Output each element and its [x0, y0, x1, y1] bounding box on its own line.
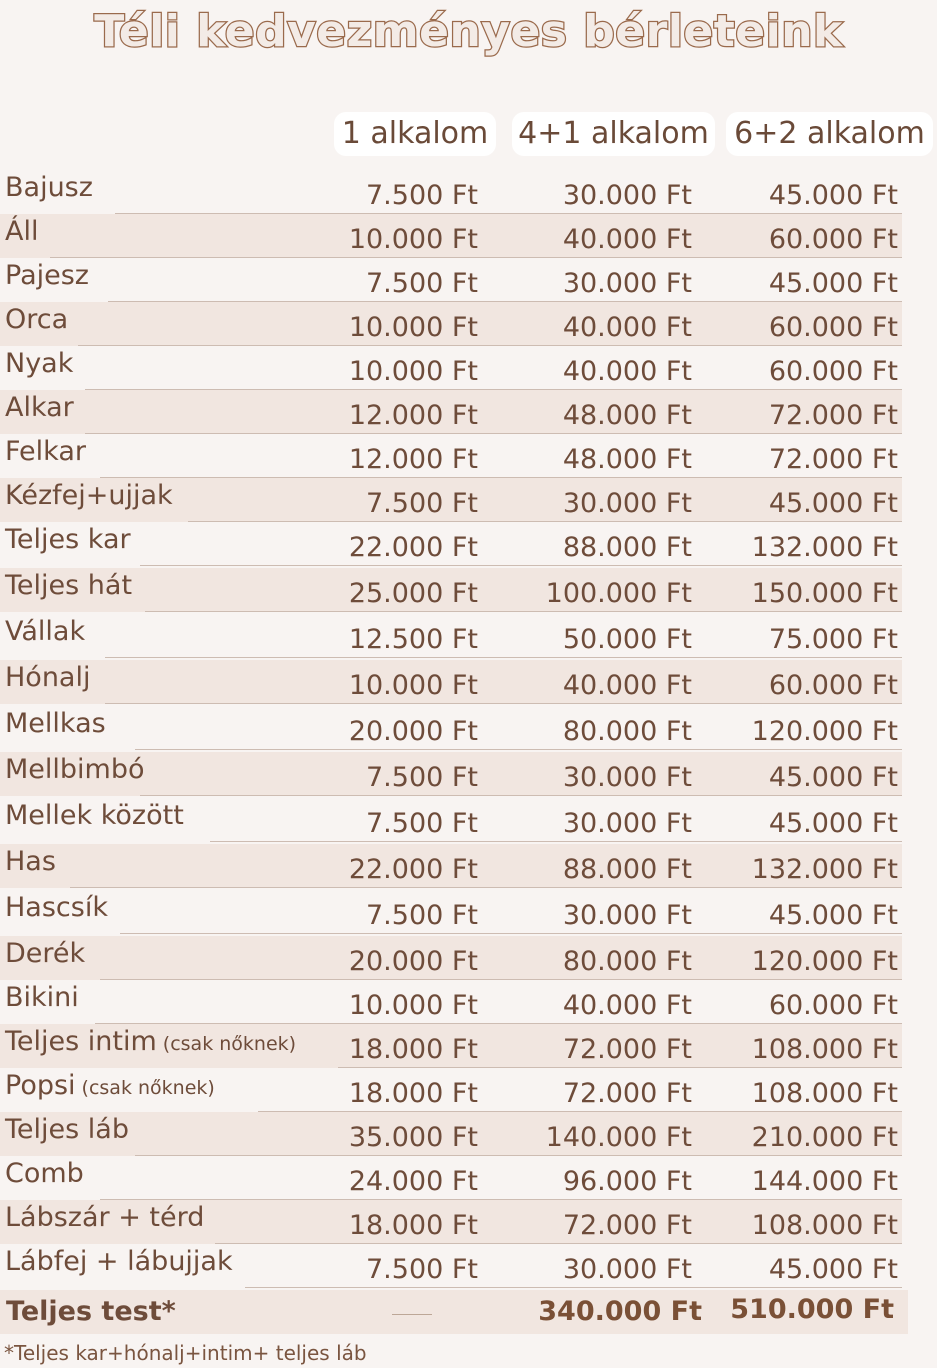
price-cell-3: 132.000 Ft	[751, 854, 898, 885]
table-row	[0, 1156, 910, 1200]
price-cell-1: 10.000 Ft	[348, 670, 478, 701]
price-cell-1: 7.500 Ft	[366, 180, 478, 211]
price-cell-3: 45.000 Ft	[768, 762, 898, 793]
row-name: Mellek között	[5, 800, 184, 831]
total-name: Teljes test*	[6, 1296, 176, 1327]
price-cell-1: 10.000 Ft	[348, 312, 478, 343]
row-note: (csak nőknek)	[81, 1077, 215, 1099]
price-cell-2: 100.000 Ft	[545, 578, 692, 609]
row-name: Orca	[5, 304, 69, 335]
price-cell-3: 108.000 Ft	[751, 1034, 898, 1065]
price-cell-3: 60.000 Ft	[768, 224, 898, 255]
row-name: Lábszár + térd	[5, 1202, 205, 1233]
row-divider	[140, 795, 902, 796]
price-cell-2: 30.000 Ft	[562, 180, 692, 211]
row-divider	[140, 565, 902, 566]
row-name: Has	[5, 846, 56, 877]
table-row	[0, 522, 910, 566]
table-row	[0, 170, 910, 214]
price-cell-1: 18.000 Ft	[348, 1210, 478, 1241]
price-cell-2: 72.000 Ft	[562, 1034, 692, 1065]
row-name: Popsi	[5, 1070, 76, 1101]
price-cell-1: 20.000 Ft	[348, 716, 478, 747]
price-cell-2: 72.000 Ft	[562, 1078, 692, 1109]
table-row	[0, 752, 910, 796]
row-divider	[120, 933, 902, 934]
table-row	[0, 1024, 910, 1068]
row-name: Nyak	[5, 348, 74, 379]
price-cell-2: 40.000 Ft	[562, 356, 692, 387]
table-row	[0, 302, 910, 346]
row-name: Teljes láb	[5, 1114, 129, 1145]
price-cell-1: 7.500 Ft	[366, 762, 478, 793]
price-cell-1: 7.500 Ft	[366, 1254, 478, 1285]
row-name: Hónalj	[5, 662, 91, 693]
page-title: Téli kedvezményes bérleteink	[94, 6, 843, 57]
table-row	[0, 844, 910, 888]
price-cell-3: 108.000 Ft	[751, 1078, 898, 1109]
price-cell-2: 140.000 Ft	[545, 1122, 692, 1153]
table-row	[0, 434, 910, 478]
row-divider	[105, 703, 902, 704]
price-cell-2: 40.000 Ft	[562, 224, 692, 255]
price-cell-1: 35.000 Ft	[348, 1122, 478, 1153]
price-cell-3: 45.000 Ft	[768, 180, 898, 211]
row-divider	[135, 749, 902, 750]
total-price-6plus2: 510.000 Ft	[730, 1294, 894, 1325]
price-cell-3: 120.000 Ft	[751, 716, 898, 747]
price-cell-1: 7.500 Ft	[366, 488, 478, 519]
price-cell-2: 30.000 Ft	[562, 1254, 692, 1285]
table-row	[0, 614, 910, 658]
table-row	[0, 1112, 910, 1156]
row-name-group	[5, 1070, 215, 1104]
row-name: Mellkas	[5, 708, 106, 739]
row-name: Teljes hát	[5, 570, 133, 601]
table-row	[0, 798, 910, 842]
table-row	[0, 936, 910, 980]
row-note: (csak nőknek)	[162, 1033, 297, 1055]
price-cell-3: 45.000 Ft	[768, 900, 898, 931]
row-name: Teljes kar	[5, 524, 131, 555]
price-cell-2: 72.000 Ft	[562, 1210, 692, 1241]
price-cell-1: 7.500 Ft	[366, 900, 478, 931]
table-row	[0, 706, 910, 750]
table-row	[0, 346, 910, 390]
row-name: Teljes intim	[5, 1026, 157, 1057]
total-row	[0, 1290, 908, 1334]
price-cell-1: 10.000 Ft	[348, 224, 478, 255]
price-cell-2: 80.000 Ft	[562, 946, 692, 977]
row-name: Áll	[5, 216, 39, 247]
price-cell-2: 80.000 Ft	[562, 716, 692, 747]
price-cell-1: 25.000 Ft	[348, 578, 478, 609]
price-cell-3: 45.000 Ft	[768, 1254, 898, 1285]
price-cell-3: 108.000 Ft	[751, 1210, 898, 1241]
row-name: Comb	[5, 1158, 84, 1189]
price-cell-1: 18.000 Ft	[348, 1034, 478, 1065]
table-row	[0, 1200, 910, 1244]
price-cell-1: 10.000 Ft	[348, 356, 478, 387]
price-cell-2: 40.000 Ft	[562, 670, 692, 701]
row-name: Alkar	[5, 392, 74, 423]
price-cell-2: 30.000 Ft	[562, 268, 692, 299]
price-cell-1: 7.500 Ft	[366, 268, 478, 299]
row-name: Hascsík	[5, 892, 108, 923]
row-divider	[145, 611, 902, 612]
price-cell-3: 150.000 Ft	[751, 578, 898, 609]
column-header-6plus2-sessions: 6+2 alkalom	[726, 112, 933, 156]
price-cell-2: 30.000 Ft	[562, 808, 692, 839]
price-cell-3: 75.000 Ft	[768, 624, 898, 655]
price-cell-3: 45.000 Ft	[768, 268, 898, 299]
footnote: *Teljes kar+hónalj+intim+ teljes láb	[4, 1341, 367, 1365]
table-row	[0, 1068, 910, 1112]
table-row	[0, 214, 910, 258]
price-cell-1: 10.000 Ft	[348, 990, 478, 1021]
table-row	[0, 390, 910, 434]
table-row	[0, 660, 910, 704]
price-cell-3: 60.000 Ft	[768, 312, 898, 343]
price-cell-2: 48.000 Ft	[562, 400, 692, 431]
price-cell-1: 22.000 Ft	[348, 854, 478, 885]
row-divider	[70, 887, 902, 888]
total-empty-dash	[392, 1314, 432, 1315]
price-cell-2: 88.000 Ft	[562, 532, 692, 563]
price-cell-2: 30.000 Ft	[562, 762, 692, 793]
row-name: Mellbimbó	[5, 754, 145, 785]
row-name: Bikini	[5, 982, 79, 1013]
price-cell-3: 60.000 Ft	[768, 990, 898, 1021]
row-name: Felkar	[5, 436, 86, 467]
table-row	[0, 568, 910, 612]
row-name-group	[5, 1026, 296, 1060]
row-divider	[105, 657, 902, 658]
row-divider	[210, 841, 902, 842]
row-name: Lábfej + lábujjak	[5, 1246, 233, 1277]
price-cell-1: 12.500 Ft	[348, 624, 478, 655]
table-row	[0, 980, 910, 1024]
price-cell-2: 48.000 Ft	[562, 444, 692, 475]
column-header-4plus1-sessions: 4+1 alkalom	[512, 112, 715, 156]
price-cell-2: 40.000 Ft	[562, 990, 692, 1021]
price-cell-1: 22.000 Ft	[348, 532, 478, 563]
table-row	[0, 478, 910, 522]
price-cell-2: 50.000 Ft	[562, 624, 692, 655]
price-cell-2: 30.000 Ft	[562, 488, 692, 519]
column-header-1-session: 1 alkalom	[334, 112, 496, 156]
price-cell-1: 12.000 Ft	[348, 444, 478, 475]
total-price-4plus1: 340.000 Ft	[538, 1296, 702, 1327]
price-cell-3: 132.000 Ft	[751, 532, 898, 563]
price-cell-1: 12.000 Ft	[348, 400, 478, 431]
price-cell-3: 45.000 Ft	[768, 488, 898, 519]
row-name: Pajesz	[5, 260, 89, 291]
table-row	[0, 1244, 910, 1288]
row-name: Derék	[5, 938, 86, 969]
price-cell-3: 60.000 Ft	[768, 356, 898, 387]
price-cell-2: 40.000 Ft	[562, 312, 692, 343]
table-row	[0, 890, 910, 934]
price-cell-1: 18.000 Ft	[348, 1078, 478, 1109]
price-cell-3: 72.000 Ft	[768, 444, 898, 475]
price-cell-3: 45.000 Ft	[768, 808, 898, 839]
price-cell-1: 7.500 Ft	[366, 808, 478, 839]
row-name: Vállak	[5, 616, 86, 647]
row-name: Kézfej+ujjak	[5, 480, 173, 511]
price-cell-3: 60.000 Ft	[768, 670, 898, 701]
row-divider	[245, 1287, 902, 1288]
price-cell-3: 144.000 Ft	[751, 1166, 898, 1197]
price-cell-3: 72.000 Ft	[768, 400, 898, 431]
price-cell-2: 96.000 Ft	[562, 1166, 692, 1197]
price-cell-3: 210.000 Ft	[751, 1122, 898, 1153]
price-cell-1: 20.000 Ft	[348, 946, 478, 977]
price-cell-2: 88.000 Ft	[562, 854, 692, 885]
table-row	[0, 258, 910, 302]
price-cell-3: 120.000 Ft	[751, 946, 898, 977]
price-cell-2: 30.000 Ft	[562, 900, 692, 931]
price-cell-1: 24.000 Ft	[348, 1166, 478, 1197]
row-name: Bajusz	[5, 172, 93, 203]
